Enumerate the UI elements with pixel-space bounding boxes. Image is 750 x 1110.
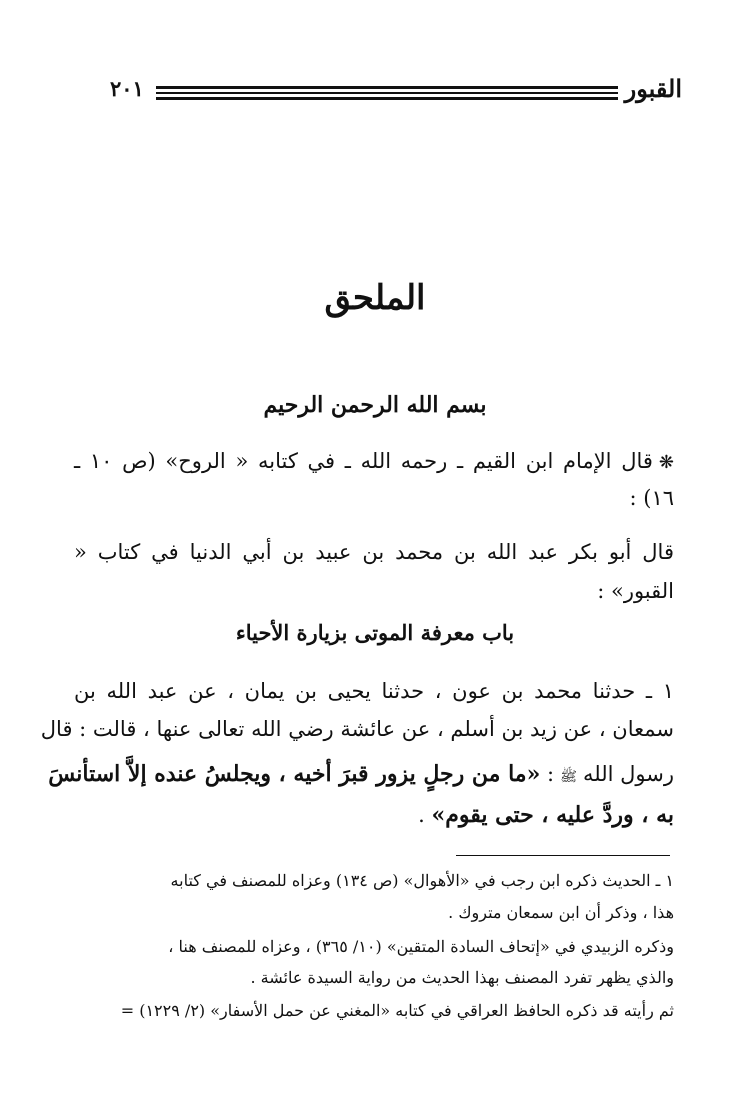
running-title: القبور xyxy=(624,74,682,103)
hadith-line-1: ١ ـ حدثنا محمد بن عون ، حدثنا يحيى بن يمان ، عن عبد الله بن xyxy=(74,679,674,703)
hadith-matn-1: «ما من رجلٍ يزور قبرَ أخيه ، ويجلسُ عنده إلاَّ استأنسَ xyxy=(48,761,541,787)
hadith-line-3 xyxy=(48,759,674,792)
hadith-colon: : xyxy=(547,762,555,786)
hadith-line-4 xyxy=(74,800,674,830)
salawat-symbol-icon: ﷺ xyxy=(560,769,578,785)
footnote-separator xyxy=(456,855,670,856)
intro-text-1: قال الإمام ابن القيم ـ رحمه الله ـ في كتابه « الروح» (ص ١٠ ـ xyxy=(74,449,653,473)
hadith-matn-2: به ، وردَّ عليه ، حتى يقوم» xyxy=(431,802,674,828)
running-header xyxy=(96,74,682,114)
header-rule-bottom xyxy=(156,97,618,100)
basmala: بسم الله الرحمن الرحيم xyxy=(263,392,487,418)
page-number: ٢٠١ xyxy=(110,76,144,101)
footnote-line-4: والذي يظهر تفرد المصنف بهذا الحديث من رواية السيدة عائشة . xyxy=(250,968,674,987)
header-rule-top xyxy=(156,86,618,89)
hadith-end: . xyxy=(418,803,425,827)
intro-line-2: ١٦) : xyxy=(629,486,674,510)
star-ornament-icon: ❋ xyxy=(658,452,675,473)
footnote-line-3: وذكره الزبيدي في «إتحاف السادة المتقين» (١٠/ ٣٦٥) ، وعزاه للمصنف هنا ، xyxy=(168,937,674,956)
header-rule-middle xyxy=(156,92,618,94)
footnote-line-2: هذا ، وذكر أن ابن سمعان متروك . xyxy=(448,903,674,922)
isnad-intro-line-2: القبور» : xyxy=(597,579,674,603)
footnote-line-1: ١ ـ الحديث ذكره ابن رجب في «الأهوال» (ص ١٣٤) وعزاه للمصنف في كتابه xyxy=(170,871,674,890)
footnote-line-5: ثم رأيته قد ذكره الحافظ العراقي في كتابه «المغني عن حمل الأسفار» (٢/ ١٢٢٩) = xyxy=(120,1001,674,1020)
hadith-line-2: سمعان ، عن زيد بن أسلم ، عن عائشة رضي الله تعالى عنها ، قالت : قال xyxy=(40,717,674,741)
isnad-intro-line-1: قال أبو بكر عبد الله بن محمد بن عبيد بن أبي الدنيا في كتاب « xyxy=(74,540,674,564)
chapter-title: باب معرفة الموتى بزيارة الأحياء xyxy=(235,620,515,645)
section-title: الملحق xyxy=(324,278,426,318)
intro-line-1 xyxy=(74,446,674,478)
hadith-prefix: رسول الله xyxy=(583,762,674,786)
